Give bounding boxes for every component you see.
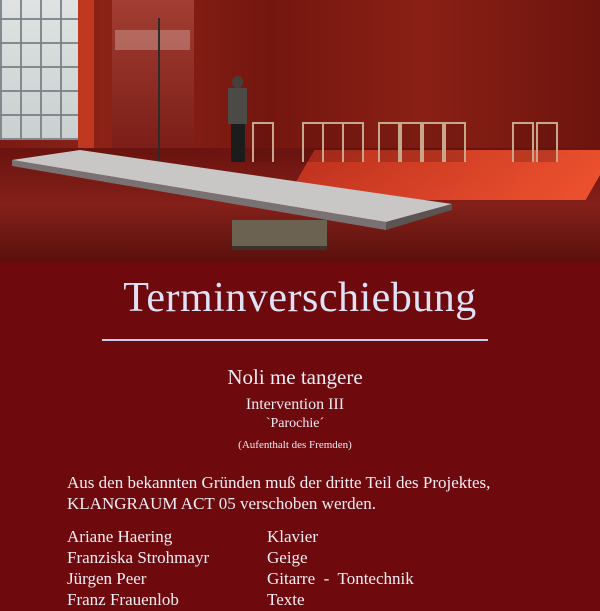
credit-role: Texte [267, 590, 305, 609]
credit-role: Gitarre - Tontechnik [267, 569, 414, 588]
announcement-line: Aus den bekannten Gründen muß der dritte Teil des Projektes, [67, 473, 491, 492]
event-subtitle: Noli me tangere [227, 365, 363, 389]
quote-label: `Parochie´ [265, 416, 325, 431]
credit-name: Ariane Haering [67, 527, 173, 546]
note-label: (Aufenthalt des Fremden) [238, 439, 352, 451]
credit-name: Franz Frauenlob [67, 590, 179, 609]
credits-list [67, 527, 587, 611]
credit-row [67, 527, 587, 548]
credit-role: Geige [267, 548, 308, 567]
credit-row [67, 548, 587, 569]
title-divider [102, 339, 488, 341]
credit-row [67, 590, 587, 611]
credit-role: Klavier [267, 527, 318, 546]
photo-person [226, 76, 248, 162]
intervention-label: Intervention III [245, 396, 345, 413]
announcement-text [67, 472, 587, 514]
header-photo [0, 0, 600, 262]
credit-row [67, 569, 587, 590]
credit-name: Franziska Strohmayr [67, 548, 210, 567]
page-title: Terminverschiebung [123, 275, 477, 321]
photo-stone-block [232, 220, 327, 250]
announcement-line: KLANGRAUM ACT 05 verschoben werden. [67, 494, 376, 513]
credit-name: Jürgen Peer [67, 569, 147, 588]
